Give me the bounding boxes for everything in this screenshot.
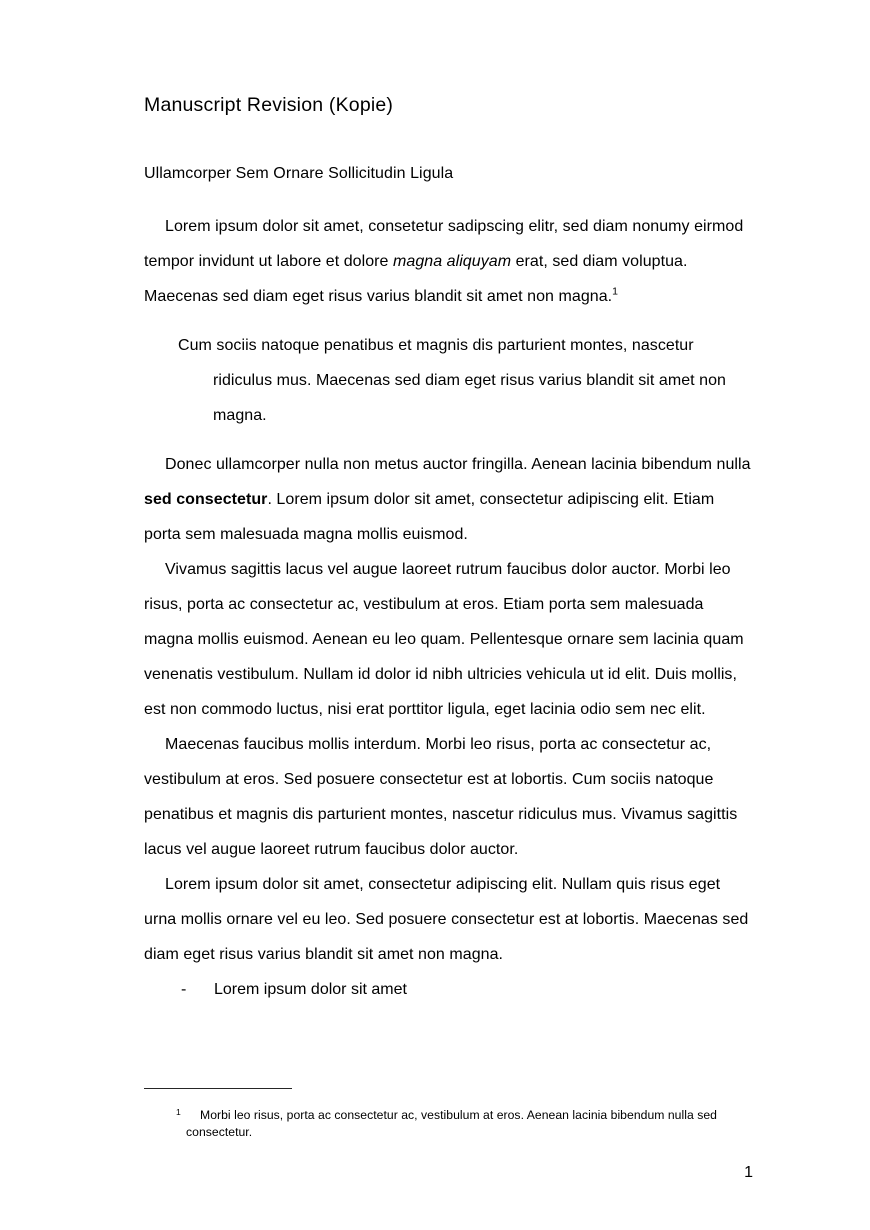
section-heading: Ullamcorper Sem Ornare Sollicitudin Ligula (144, 165, 454, 182)
paragraph-4: Maecenas faucibus mollis interdum. Morbi leo risus, porta ac consectetur ac, vestibulum at eros. Sed posuere consectetur est at lobortis. Cum sociis natoque penatibus et magnis dis parturient montes, nascetur ridiculus mus. Vivamus sagittis lacus vel augue laoreet rutrum faucibus dolor auctor. (144, 736, 738, 858)
paragraph-1-italic-run: magna aliquyam (393, 253, 512, 270)
list-item-label: Lorem ipsum dolor sit amet (214, 981, 407, 998)
paragraph-5: Lorem ipsum dolor sit amet, consectetur adipiscing elit. Nullam quis risus eget urna mollis ornare vel eu leo. Sed posuere consectetur est at lobortis. Maecenas sed diam eget risus varius blandit sit amet non magna. (144, 876, 749, 963)
bullet-marker-icon: - (181, 981, 187, 998)
block-quote: Cum sociis natoque penatibus et magnis dis parturient montes, nascetur ridiculus mus. Maecenas sed diam eget risus varius blandit sit amet non magna. (178, 337, 726, 424)
paragraph-2-bold-run: sed consectetur (144, 491, 268, 508)
document-body (144, 92, 754, 1007)
paragraph-group (144, 209, 754, 1007)
footnote-reference-1[interactable]: 1 (612, 285, 619, 298)
footnote-separator (144, 1088, 292, 1089)
bullet-list (144, 972, 754, 1007)
footnote-text-1: Morbi leo risus, porta ac consectetur ac, vestibulum at eros. Aenean lacinia bibendum nulla sed consectetur. (186, 1108, 717, 1139)
footnote-marker-1: 1 (176, 1107, 181, 1117)
list-item (144, 972, 754, 1007)
paragraph-1-run-3: erat, sed diam voluptua. Maecenas sed diam eget risus varius blandit sit amet non magna. (144, 253, 688, 305)
paragraph-2-run-1: Donec ullamcorper nulla non metus auctor fringilla. Aenean lacinia bibendum nulla (165, 456, 751, 473)
paragraph-1-run-1: Lorem ipsum dolor sit amet, consetetur sadipscing elitr, sed diam nonumy eirmod tempor invidunt ut labore et dolore (144, 218, 744, 270)
page-number: 1 (744, 1164, 753, 1181)
paragraph-1 (144, 209, 754, 314)
footnote-area (144, 1088, 754, 1141)
paragraph-2-run-3: . Lorem ipsum dolor sit amet, consectetur adipiscing elit. Etiam porta sem malesuada magna mollis euismod. (144, 491, 715, 543)
page-title: Manuscript Revision (Kopie) (144, 94, 394, 116)
paragraph-3: Vivamus sagittis lacus vel augue laoreet rutrum faucibus dolor auctor. Morbi leo risus, porta ac consectetur ac, vestibulum at eros. Etiam porta sem malesuada magna mollis euismod. Aenean eu leo quam. Pellentesque ornare sem lacinia quam venenatis vestibulum. Nullam id dolor id nibh ultricies vehicula ut id elit. Duis mollis, est non commodo luctus, nisi erat porttitor ligula, eget lacinia odio sem nec elit. (144, 561, 744, 718)
footnote-1 (144, 1107, 754, 1141)
paragraph-2 (144, 447, 754, 552)
